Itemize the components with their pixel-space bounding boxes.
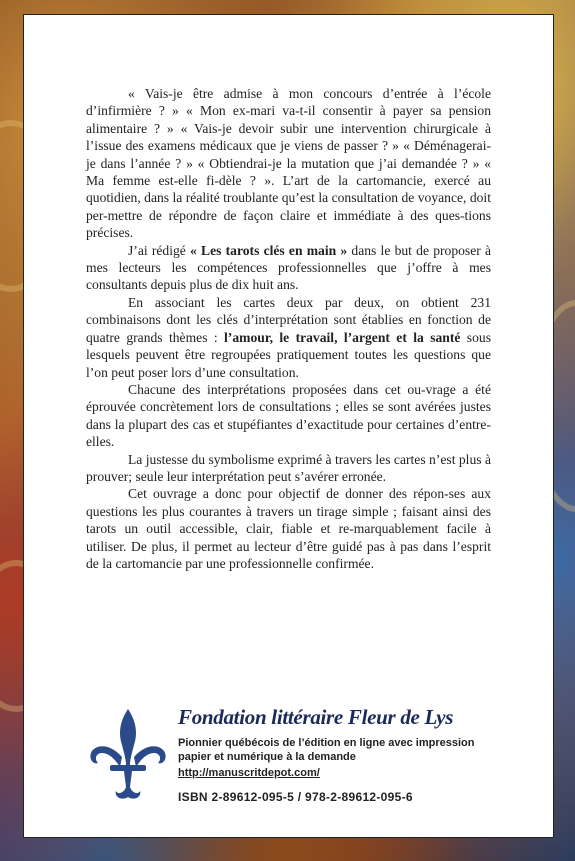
isbn-number: ISBN 2-89612-095-5 / 978-2-89612-095-6: [178, 790, 413, 804]
text-run: sous lesquels peuvent être regroupées pratiquement toutes les questions que l’on peut poser lors d’une consultation.: [86, 329, 491, 380]
publisher-block: [86, 705, 491, 805]
publisher-description: Pionnier québécois de l’édition en ligne avec impression papier et numérique à la demande: [178, 737, 475, 763]
text-run: dans le but de proposer à mes lecteurs les compétences professionnelles que j’offre à mes consultants depuis plus de dix huit ans.: [86, 242, 492, 293]
text-run: J’ai rédigé: [128, 242, 191, 258]
publisher-link[interactable]: http://manuscritdepot.com/: [178, 767, 320, 779]
bold-text: « Les tarots clés en main »: [190, 242, 348, 258]
back-cover-text: [86, 85, 491, 572]
bold-text: l’amour, le travail, l’argent et la santé: [224, 329, 461, 345]
text-run: Chacune des interprétations proposées dans cet ou-vrage a été éprouvée concrètement lors de consultations ; elles se sont avérées justes dans la plupart des cas et stupéfiantes d’exactitude pour certaines d’entre-elles.: [86, 381, 491, 450]
paragraph: [86, 85, 491, 242]
paragraph: [86, 242, 491, 294]
text-run: La justesse du symbolisme exprimé à travers les cartes n’est plus à prouver; seule leur interprétation peut s’avérer erronée.: [86, 451, 491, 484]
publisher-name: Fondation littéraire Fleur de Lys: [178, 705, 454, 729]
paragraph: [86, 451, 491, 486]
fleur-de-lys-icon: [86, 705, 170, 801]
paragraph: [86, 485, 491, 572]
back-cover-page: [23, 14, 554, 838]
paragraph: [86, 294, 491, 381]
paragraph: [86, 381, 491, 451]
text-run: En associant les cartes deux par deux, on obtient 231 combinaisons dont les clés d’interprétation sont établies en fonction de quatre grands thèmes :: [86, 294, 491, 345]
text-run: « Vais-je être admise à mon concours d’entrée à l’école d’infirmière ? » « Mon ex-mari va-t-il consentir à payer sa pension alimentaire ? » « Vais-je devoir subir une intervention chirurgicale à l’issue des examens médicaux que je viens de passer ? » « Déménagerai-je dans l’année ? » « Obtiendrai-je la mutation que j’ai demandée ? » « Ma femme est-elle fi-dèle ? ». L’art de la cartomancie, exercé au quotidien, dans la réalité troublante qu’est la consultation de voyance, doit per-mettre de répondre de façon claire et immédiate à des ques-tions précises.: [86, 86, 491, 241]
text-run: Cet ouvrage a donc pour objectif de donner des répon-ses aux questions les plus courantes à travers un tirage simple ; faisant ainsi des tarots un outil accessible, clair, fiable et re-marquablement facile à utiliser. De plus, il permet au lecteur d’être guidé pas à pas dans l’esprit de la cartomancie par une professionnelle confirmée.: [86, 486, 491, 571]
